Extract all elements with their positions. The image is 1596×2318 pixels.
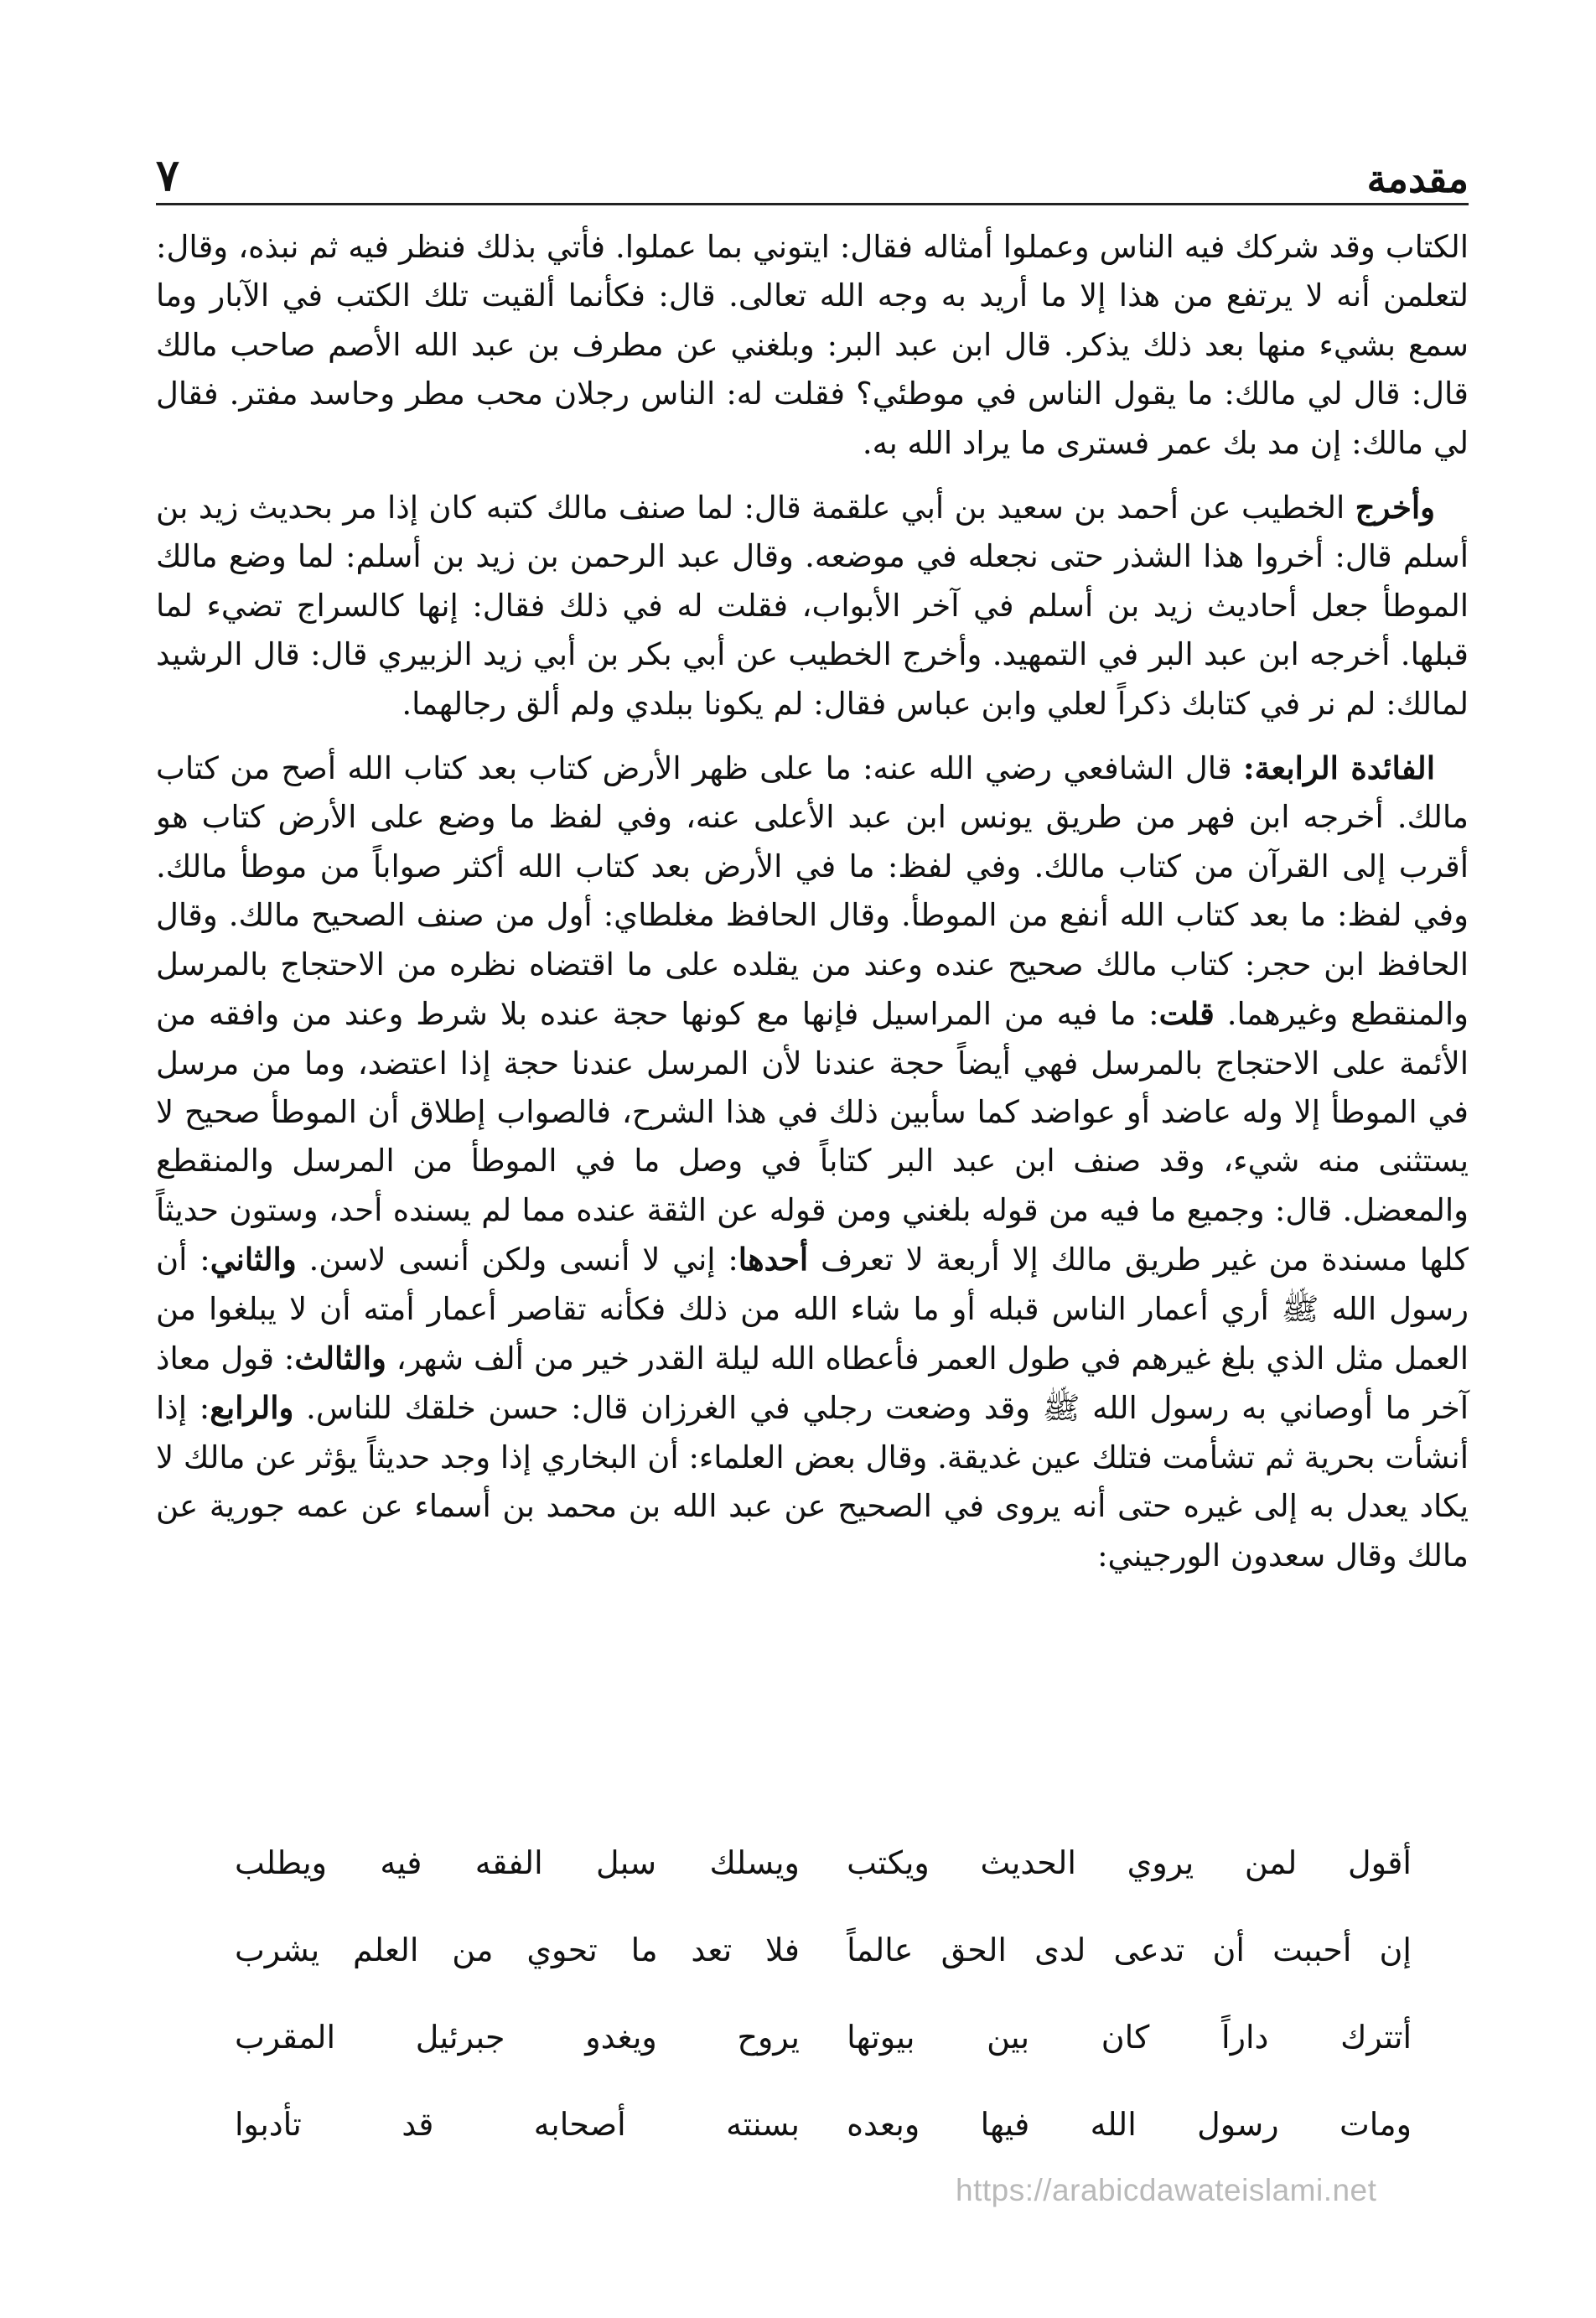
paragraph-text: : إذا أنشأت بحرية ثم تشأمت فتلك عين غديقة. وقال بعض العلماء: أن البخاري إذا وجد حديثاً يؤثر عن مالك لا يكاد يعدل به إلى غيره حتى أنه يروى في الصحيح عن عبد الله بن محمد بن أسماء عن عمه جورية عن مالك وقال سعدون الورجيني: xyxy=(156,1390,1469,1574)
verse-first-hemistich: إن أحببت أن تدعى لدى الحق عالماً xyxy=(847,1932,1412,1968)
paragraph-text: قال الشافعي رضي الله عنه: ما على ظهر الأرض كتاب بعد كتاب الله أصح من كتاب مالك. أخرجه ابن فهر من طريق يونس ابن عبد الأعلى عنه، وفي لفظ ما وضع على الأرض كتاب هو أقرب إلى القرآن من كتاب مالك. وفي لفظ: ما في الأرض بعد كتاب الله أكثر صواباً من موطأ مالك. وفي لفظ: ما بعد كتاب الله أنفع من الموطأ. وقال الحافظ مغلطاي: أول من صنف الصحيح مالك. وقال الحافظ ابن حجر: كتاب مالك صحيح عنده وعند من يقلده على ما اقتضاه نظره من الاحتجاج بالمرسل والمنقطع وغيرهما. xyxy=(156,750,1469,1033)
paragraph-text: : أن رسول الله ﷺ أري أعمار الناس قبله أو ما شاء الله من ذلك فكأنه تقاصر أعمار أمته أن لا يبلغوا من العمل مثل الذي بلغ غيرهم في طول العمر فأعطاه الله ليلة القدر خير من ألف شهر، xyxy=(156,1242,1469,1377)
page-header xyxy=(156,126,1469,201)
paragraph-lead: الفائدة الرابعة: xyxy=(1243,749,1435,787)
verse-first-hemistich: أتترك داراً كان بين بيوتها xyxy=(847,2019,1412,2056)
paragraph-text: الخطيب عن أحمد بن سعيد بن أبي علقمة قال: لما صنف مالك كتبه كان إذا مر بحديث زيد بن أسلم قال: أخروا هذا الشذر حتى نجعله في موضعه. وقال عبد الرحمن بن زيد بن أسلم: لما وضع مالك الموطأ جعل أحاديث زيد بن أسلم في آخر الأبواب، فقلت له في ذلك فقال: إنها كالسراج تضيء لما قبلها. أخرجه ابن عبد البر في التمهيد. وأخرج الخطيب عن أبي بكر بن أبي زيد الزبيري قال: قال الرشيد لمالك: لم نر في كتابك ذكراً لعلي وابن عباس فقال: لم يكونا ببلدي ولم ألق رجالهما. xyxy=(156,490,1469,722)
body-text xyxy=(156,223,1469,1595)
verse-first-hemistich: ومات رسول الله فيها وبعده xyxy=(847,2106,1412,2143)
poem-verse xyxy=(235,1906,1412,1994)
paragraph xyxy=(156,744,1469,1580)
emphasis: والرابع xyxy=(210,1389,294,1427)
verse-second-hemistich: ويسلك سبل الفقه فيه ويطلب xyxy=(235,1844,800,1881)
emphasis: قلت xyxy=(1158,995,1215,1033)
paragraph xyxy=(156,483,1469,729)
emphasis: والثالث xyxy=(294,1339,386,1377)
paragraph xyxy=(156,223,1469,468)
paragraph-text: : إني لا أنسى ولكن أنسى لاسن. xyxy=(296,1242,738,1278)
poem xyxy=(235,1819,1412,2168)
paragraph-text: : قول معاذ آخر ما أوصاني به رسول الله ﷺ وقد وضعت رجلي في الغرزان قال: حسن خلقك للناس. xyxy=(156,1340,1469,1427)
verse-second-hemistich: يروح ويغدو جبرئيل المقرب xyxy=(235,2019,800,2056)
paragraph-text: الكتاب وقد شركك فيه الناس وعملوا أمثاله فقال: ايتوني بما عملوا. فأتي بذلك فنظر فيه ثم نبذه، وقال: لتعلمن أنه لا يرتفع من هذا إلا ما أريد به وجه الله تعالى. قال: فكأنما ألقيت تلك الكتب في الآبار وما سمع بشيء منها بعد ذلك يذكر. قال ابن عبد البر: وبلغني عن مطرف بن عبد الله الأصم صاحب مالك قال: قال لي مالك: ما يقول الناس في موطئي؟ فقلت له: الناس رجلان محب مطر وحاسد مفتر. فقال لي مالك: إن مد بك عمر فسترى ما يراد الله به. xyxy=(156,229,1469,461)
poem-verse xyxy=(235,1819,1412,1906)
emphasis: والثاني xyxy=(210,1241,297,1278)
header-rule xyxy=(156,203,1469,205)
verse-second-hemistich: فلا تعد ما تحوي من العلم يشرب xyxy=(235,1932,800,1968)
section-title: مقدمة xyxy=(1366,156,1469,201)
page-number: ٧ xyxy=(156,150,179,201)
poem-verse xyxy=(235,1994,1412,2081)
paragraph-text: : ما فيه من المراسيل فإنها مع كونها حجة عنده بلا شرط وعند من وافقه من الأئمة على الاحتجاج بالمرسل فهي أيضاً حجة عندنا لأن المرسل عندنا حجة إذا اعتضد، وما من مرسل في الموطأ إلا وله عاضد أو عواضد كما سأبين ذلك في هذا الشرح، فالصواب إطلاق أن الموطأ صحيح لا يستثنى منه شيء، وقد صنف ابن عبد البر كتاباً في وصل ما في الموطأ من المرسل والمنقطع والمعضل. قال: وجميع ما فيه من قوله بلغني ومن قوله عن الثقة عنده مما لم يسنده أحد، وستون حديثاً كلها مسندة من غير طريق مالك إلا أربعة لا تعرف xyxy=(156,996,1469,1278)
paragraph-lead: وأخرج xyxy=(1355,489,1435,526)
poem-verse xyxy=(235,2081,1412,2168)
verse-second-hemistich: بسنته أصحابه قد تأدبوا xyxy=(235,2106,800,2143)
emphasis: أحدها xyxy=(738,1241,809,1278)
watermark-url: https://arabicdawateislami.net xyxy=(956,2173,1377,2207)
verse-first-hemistich: أقول لمن يروي الحديث ويكتب xyxy=(847,1844,1412,1881)
